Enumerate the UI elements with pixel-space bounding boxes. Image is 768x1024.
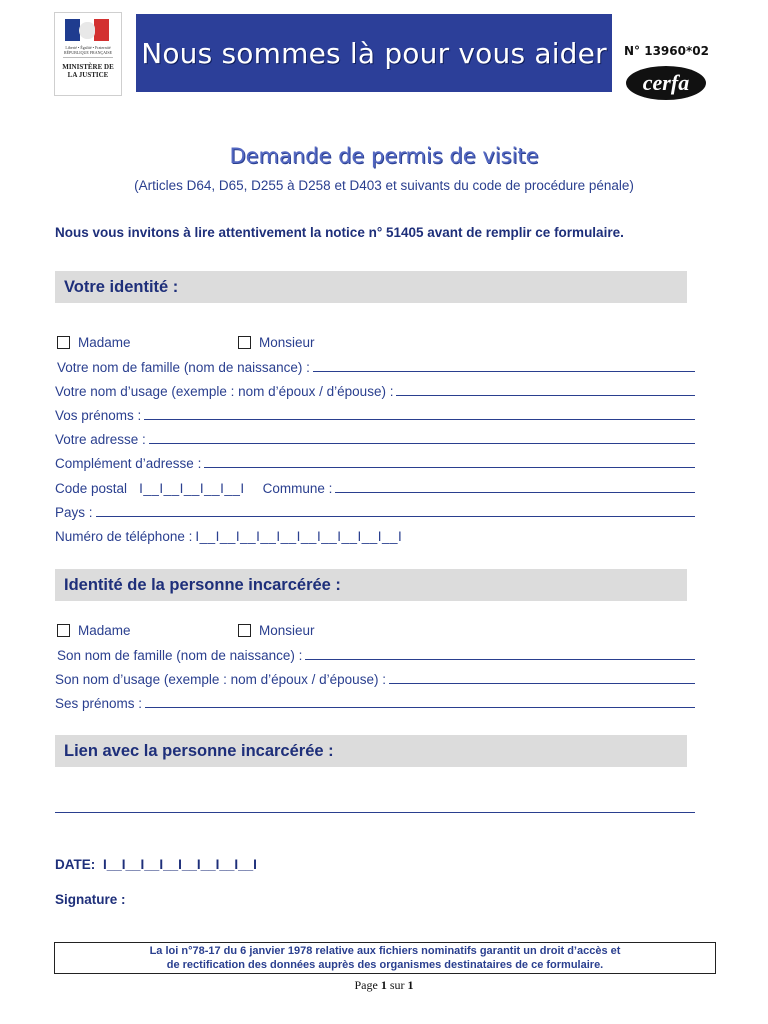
header-banner: [136, 14, 612, 92]
checkbox-detainee-madame-label: Madame: [78, 623, 131, 638]
checkbox-monsieur[interactable]: [238, 335, 315, 350]
marianne-flag-icon: [65, 19, 109, 41]
field-telephone-input[interactable]: I__I__I__I__I__I__I__I__I__I__I: [195, 529, 403, 544]
ministry-logo: [54, 12, 122, 96]
checkbox-square-icon[interactable]: [57, 624, 70, 637]
field-nom-famille[interactable]: [57, 357, 695, 375]
field-telephone[interactable]: [55, 526, 695, 544]
field-prenoms-label: Vos prénoms :: [55, 408, 142, 423]
section-detainee-header: Identité de la personne incarcérée :: [55, 569, 687, 601]
section-link-header: Lien avec la personne incarcérée :: [55, 735, 687, 767]
field-adresse-label: Votre adresse :: [55, 432, 146, 447]
section-identity-header: Votre identité :: [55, 271, 687, 303]
link-input-line[interactable]: [55, 812, 695, 813]
field-adresse-input[interactable]: [149, 443, 695, 444]
field-detainee-nom-famille-label: Son nom de famille (nom de naissance) :: [57, 648, 303, 663]
field-nom-famille-input[interactable]: [313, 371, 695, 372]
checkbox-square-icon[interactable]: [238, 624, 251, 637]
field-detainee-nom-usage-input[interactable]: [389, 683, 695, 684]
legal-notice-box: [54, 942, 716, 974]
field-adresse[interactable]: [55, 429, 695, 447]
field-commune-input[interactable]: [335, 492, 695, 493]
field-pays-input[interactable]: [96, 516, 695, 517]
document-subtitle: (Articles D64, D65, D255 à D258 et D403 et suivants du code de procédure pénale): [134, 178, 634, 193]
field-detainee-prenoms-input[interactable]: [145, 707, 695, 708]
checkbox-square-icon[interactable]: [238, 336, 251, 349]
field-complement-input[interactable]: [204, 467, 695, 468]
field-nom-usage[interactable]: [55, 381, 695, 399]
checkbox-detainee-monsieur[interactable]: [238, 623, 315, 638]
signature-label: Signature :: [55, 892, 126, 907]
logo-tagline: Liberté • Égalité • Fraternité RÉPUBLIQUE FRANÇAISE: [63, 45, 113, 55]
page-separator: sur: [389, 978, 405, 992]
checkbox-madame-label: Madame: [78, 335, 131, 350]
checkbox-monsieur-label: Monsieur: [259, 335, 315, 350]
field-detainee-nom-famille[interactable]: [57, 645, 695, 663]
page-number: [0, 978, 768, 993]
field-nom-usage-label: Votre nom d’usage (exemple : nom d’époux / d’épouse) :: [55, 384, 394, 399]
legal-notice-line-2: de rectification des données auprès des organismes destinataires de ce formulaire.: [166, 959, 604, 971]
document-title: Demande de permis de visite: [229, 144, 539, 168]
field-pays-label: Pays :: [55, 505, 93, 520]
field-telephone-label: Numéro de téléphone :: [55, 529, 193, 544]
field-detainee-nom-usage-label: Son nom d’usage (exemple : nom d’époux / d’épouse) :: [55, 672, 386, 687]
field-prenoms[interactable]: [55, 405, 695, 423]
field-detainee-prenoms-label: Ses prénoms :: [55, 696, 143, 711]
checkbox-detainee-monsieur-label: Monsieur: [259, 623, 315, 638]
field-commune-label: Commune :: [262, 481, 333, 496]
field-detainee-prenoms[interactable]: [55, 693, 695, 711]
date-input[interactable]: I__I__I__I__I__I__I__I__I: [103, 857, 257, 872]
checkbox-square-icon[interactable]: [57, 336, 70, 349]
page-current: 1: [380, 978, 387, 992]
field-nom-usage-input[interactable]: [396, 395, 695, 396]
cerfa-number: N° 13960*02: [624, 44, 709, 58]
field-detainee-nom-famille-input[interactable]: [305, 659, 695, 660]
banner-title: Nous sommes là pour vous aider: [141, 36, 607, 70]
logo-divider: [63, 57, 113, 58]
checkbox-detainee-madame[interactable]: [57, 623, 131, 638]
field-complement[interactable]: [55, 453, 695, 471]
field-nom-famille-label: Votre nom de famille (nom de naissance) :: [57, 360, 310, 375]
field-complement-label: Complément d’adresse :: [55, 456, 202, 471]
field-code-postal-input[interactable]: I__I__I__I__I__I: [139, 481, 245, 496]
cerfa-logo: cerfa: [626, 66, 706, 100]
ministry-name: MINISTÈRE DE LA JUSTICE: [62, 63, 114, 79]
field-code-postal-commune[interactable]: [55, 478, 695, 496]
checkbox-madame[interactable]: [57, 335, 131, 350]
date-field[interactable]: [55, 857, 257, 872]
notice-instruction: Nous vous invitons à lire attentivement la notice n° 51405 avant de remplir ce formulaire.: [55, 225, 624, 240]
date-label: DATE:: [55, 857, 96, 872]
field-code-postal-label: Code postal: [55, 481, 128, 496]
field-pays[interactable]: [55, 502, 695, 520]
page-total: 1: [407, 978, 414, 992]
page-prefix: Page: [354, 978, 378, 992]
field-detainee-nom-usage[interactable]: [55, 669, 695, 687]
field-prenoms-input[interactable]: [144, 419, 695, 420]
legal-notice-line-1: La loi n°78-17 du 6 janvier 1978 relative aux fichiers nominatifs garantit un droit d’accès et: [149, 945, 621, 957]
